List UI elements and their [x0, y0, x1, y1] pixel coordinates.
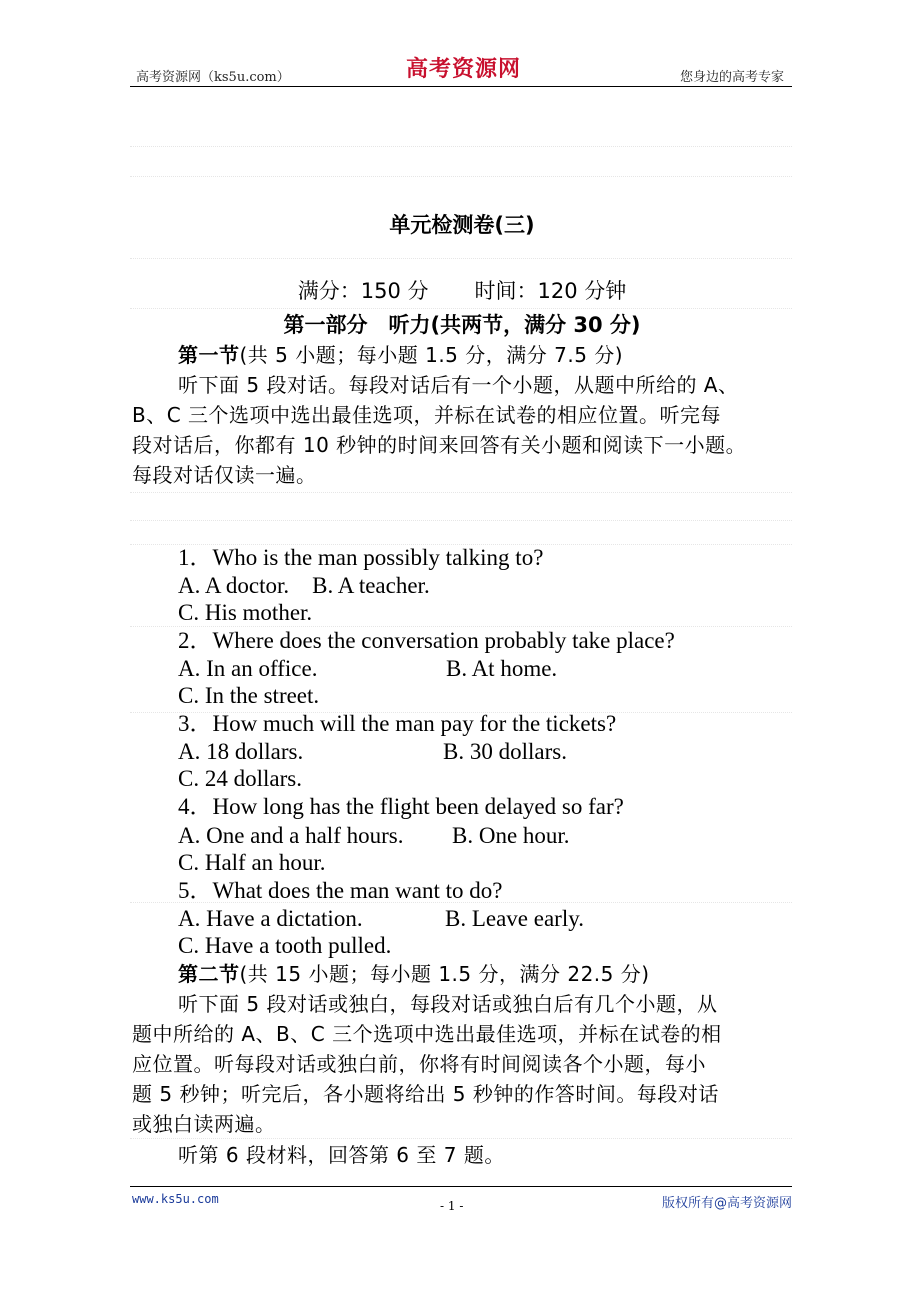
section1-label: 第一节 — [178, 343, 240, 367]
background-line — [130, 176, 792, 177]
question-stem: 2．Where does the conversation probably take place? — [178, 628, 675, 653]
option-b: B. Leave early. — [445, 906, 584, 931]
footer-copyright: 版权所有@高考资源网 — [661, 1196, 792, 1211]
option-a: A. One and a half hours. — [178, 823, 404, 848]
score-line — [132, 277, 792, 305]
option-a: A. A doctor. — [178, 573, 290, 598]
footer-divider — [130, 1186, 792, 1187]
option-a: A. 18 dollars. — [178, 739, 304, 764]
header-logo: 高考资源网 — [406, 57, 522, 82]
instruction-line: 每段对话仅读一遍。 — [132, 463, 317, 487]
section2-heading-rest: (共 15 小题；每小题 1.5 分，满分 22.5 分) — [239, 962, 650, 986]
page-title: 单元检测卷(三) — [389, 213, 535, 237]
section2-label: 第二节 — [178, 962, 240, 986]
option-b: B. A teacher. — [312, 573, 430, 598]
page-header — [130, 58, 792, 88]
exam-time: 时间：120 分钟 — [474, 279, 627, 303]
option-b: B. 30 dollars. — [443, 739, 567, 764]
background-line — [130, 146, 792, 147]
question-stem: 3．How much will the man pay for the tickets? — [178, 711, 617, 736]
instruction-line: 段对话后，你都有 10 秒钟的时间来回答有关小题和阅读下一小题。 — [132, 433, 747, 457]
background-line — [130, 308, 792, 309]
footer-site-link[interactable]: www.ks5u.com — [132, 1192, 219, 1206]
part1-heading: 第一部分 听力(共两节，满分 30 分) — [283, 313, 641, 337]
instruction-line: 听下面 5 段对话。每段对话后有一个小题，从题中所给的 A、 — [178, 373, 739, 397]
background-line — [130, 492, 792, 493]
option-c: C. Half an hour. — [178, 850, 326, 875]
section1-heading-rest: (共 5 小题；每小题 1.5 分，满分 7.5 分) — [239, 343, 624, 367]
option-a: A. Have a dictation. — [178, 906, 363, 931]
page-number: - 1 - — [440, 1199, 464, 1213]
question-stem: 1．Who is the man possibly talking to? — [178, 545, 544, 570]
instruction-line: B、C 三个选项中选出最佳选项，并标在试卷的相应位置。听完每 — [132, 403, 722, 427]
option-c: C. Have a tooth pulled. — [178, 933, 392, 958]
instruction-line: 题中所给的 A、B、C 三个选项中选出最佳选项，并标在试卷的相 — [132, 1022, 722, 1046]
instruction-line: 或独白读两遍。 — [132, 1112, 276, 1136]
instruction-line: 应位置。听每段对话或独白前，你将有时间阅读各个小题，每小 — [132, 1052, 706, 1076]
background-line — [130, 520, 792, 521]
instruction-line: 听下面 5 段对话或独白，每段对话或独白后有几个小题，从 — [178, 992, 718, 1016]
background-line — [130, 258, 792, 259]
option-b: B. One hour. — [452, 823, 570, 848]
header-slogan: 您身边的高考专家 — [679, 70, 784, 85]
material-6-instruction: 听第 6 段材料，回答第 6 至 7 题。 — [178, 1143, 505, 1167]
question-options-row — [178, 572, 430, 600]
option-a: A. In an office. — [178, 656, 318, 681]
header-divider — [130, 86, 792, 87]
option-b: B. At home. — [446, 656, 558, 681]
question-stem: 5．What does the man want to do? — [178, 878, 503, 903]
background-line — [130, 1138, 792, 1139]
question-stem: 4．How long has the flight been delayed so far? — [178, 794, 624, 819]
section2-heading — [178, 960, 650, 988]
option-c: C. In the street. — [178, 683, 320, 708]
header-site-name: 高考资源网（ks5u.com） — [136, 70, 290, 85]
instruction-line: 题 5 秒钟；听完后，各小题将给出 5 秒钟的作答时间。每段对话 — [132, 1082, 719, 1106]
option-c: C. 24 dollars. — [178, 766, 302, 791]
section1-heading — [178, 341, 623, 369]
option-c: C. His mother. — [178, 600, 313, 625]
full-mark: 满分：150 分 — [297, 279, 429, 303]
